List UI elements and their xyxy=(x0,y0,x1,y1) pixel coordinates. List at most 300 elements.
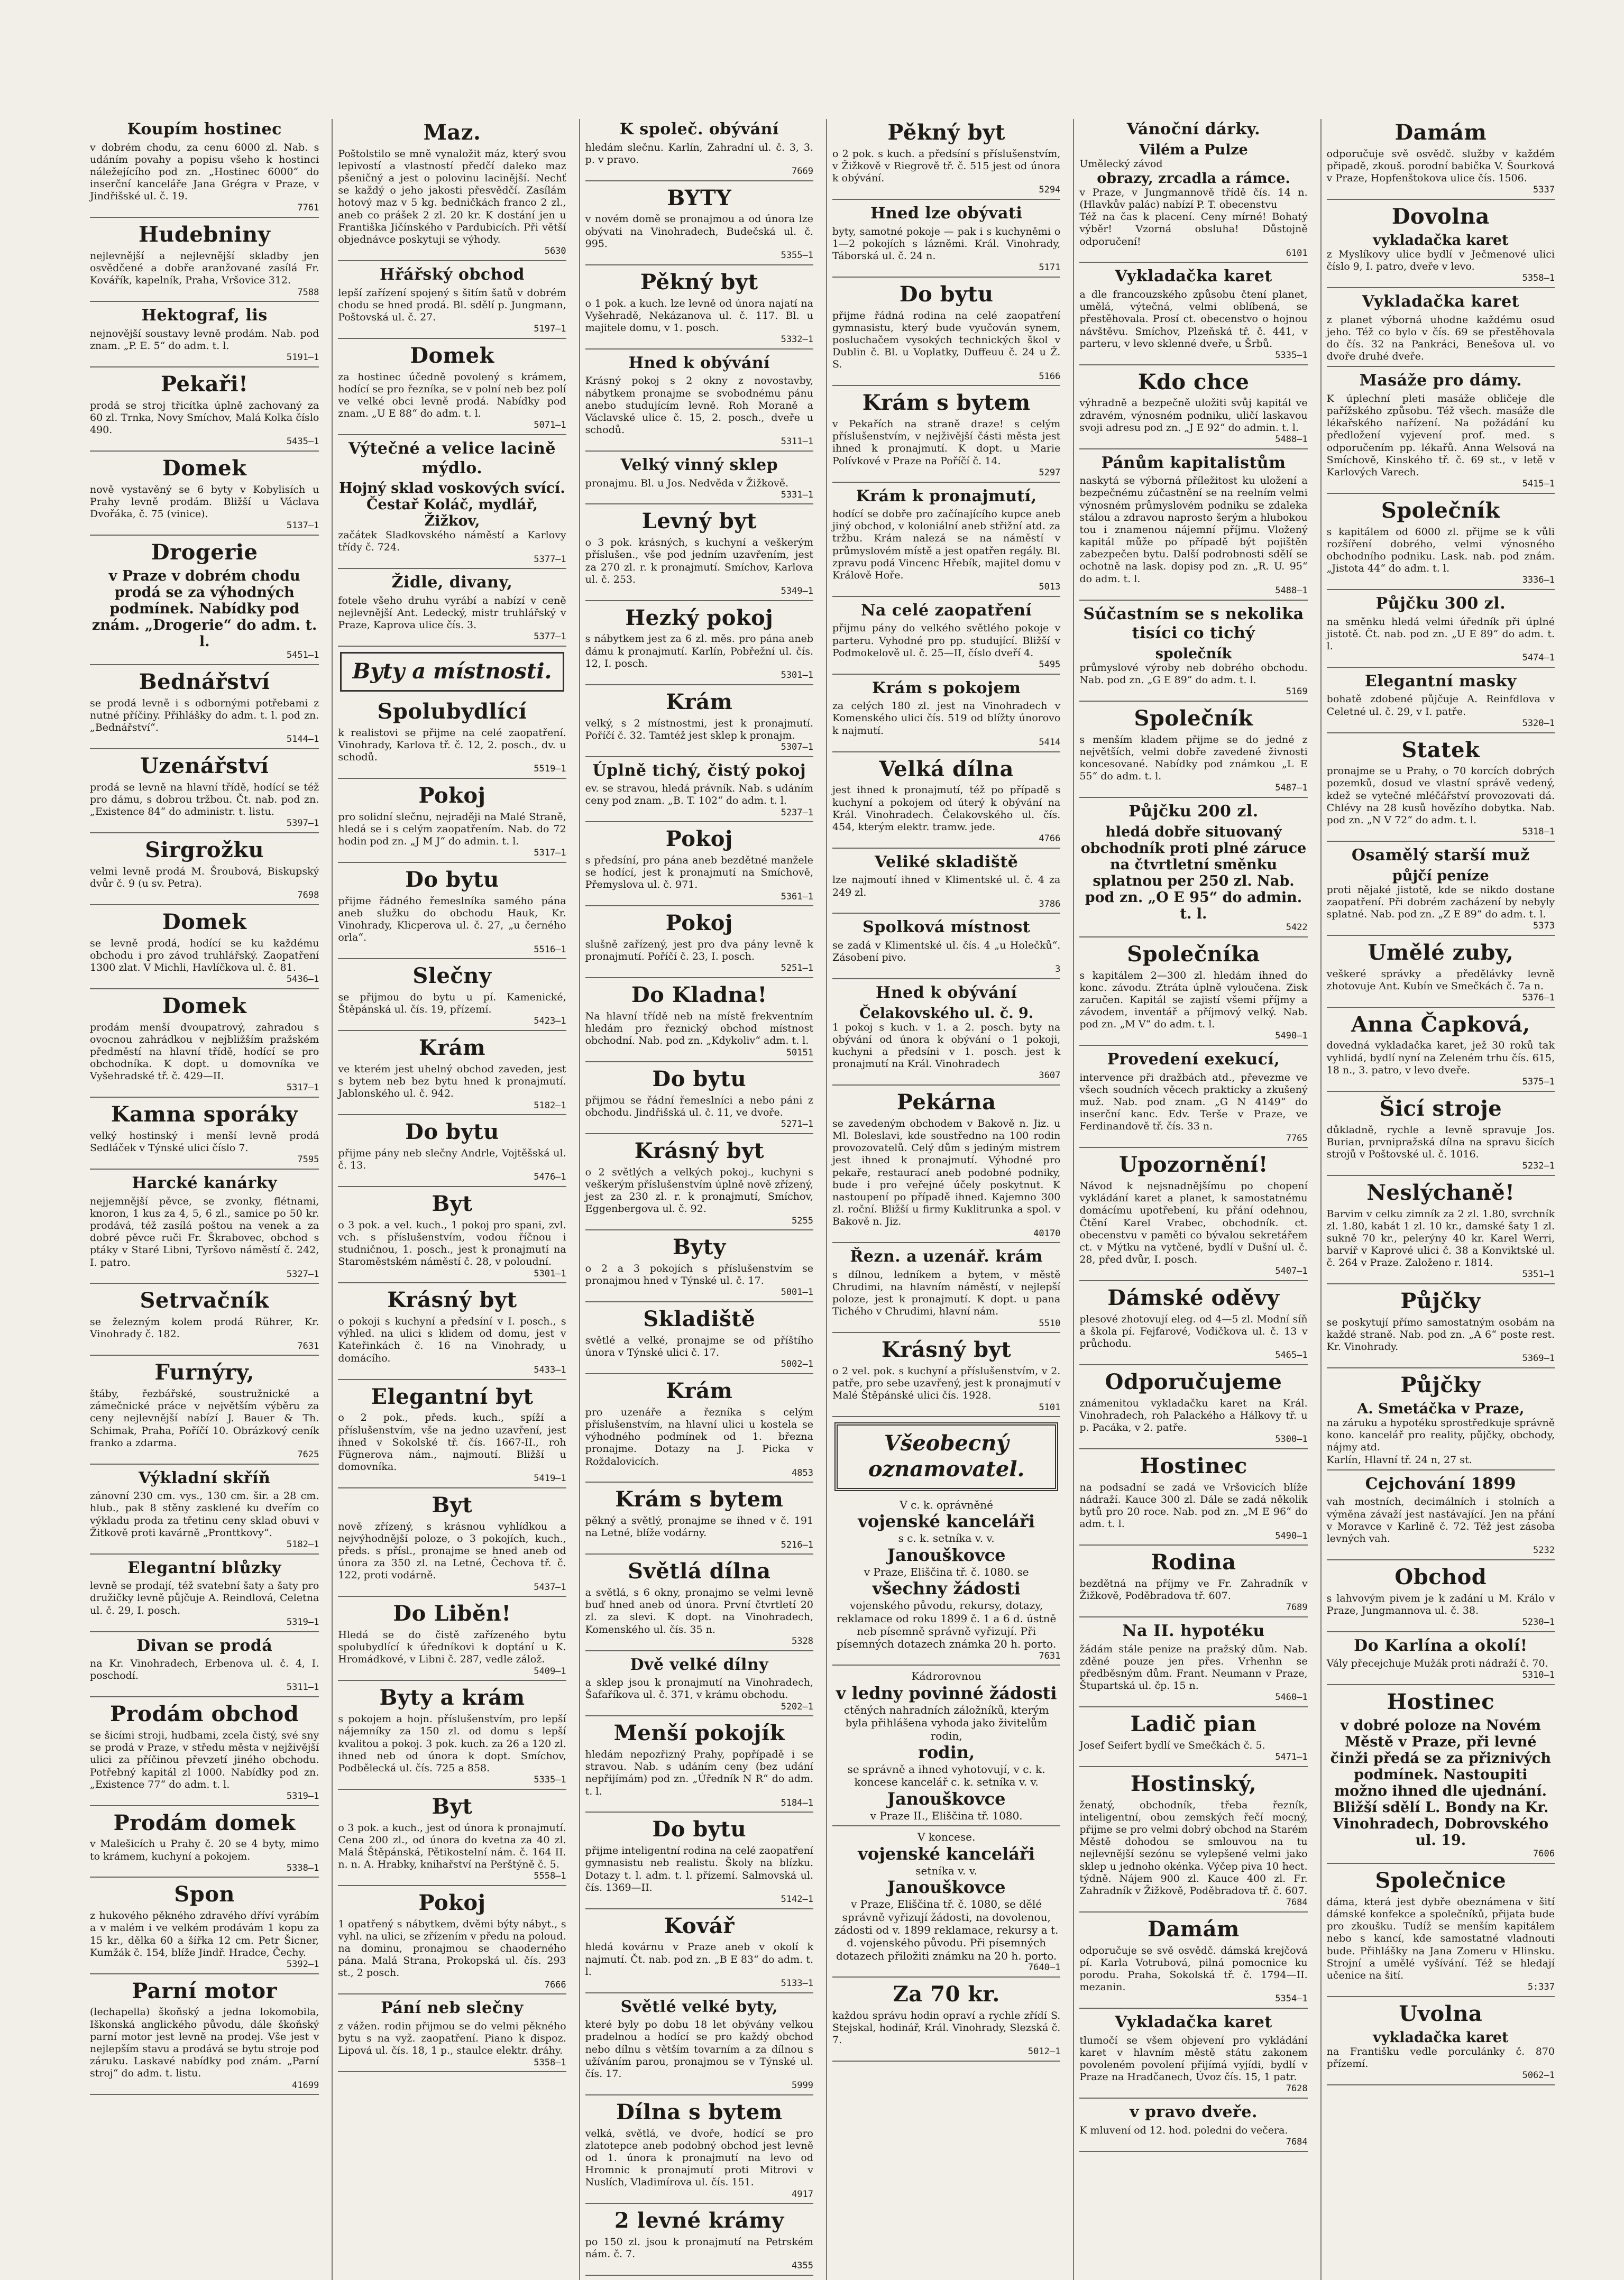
ad-text: nově vystavěný se 6 byty v Kobylisích u Prahy levně prodám. Bližší u Václava Dvořáka, č. 75 (vinice). xyxy=(90,483,319,520)
ad-text: hledám slečnu. Karlín, Zahradní ul. č. 3, 3. p. v pravo. xyxy=(585,141,813,166)
classified-ad xyxy=(1079,1917,1307,2009)
classified-ad xyxy=(832,282,1060,386)
ad-title: Na II. hypotéku xyxy=(1122,1622,1265,1641)
ad-title: Uzenářství xyxy=(140,753,269,778)
ad-reference-number: 5516—1 xyxy=(534,944,566,955)
ad-text: se prodá levně i s odbornými potřebami z nutné příčiny. Přihlášky do adm. t. l. pod zn. „Bednářství“. xyxy=(90,697,319,733)
ad-emphasis: Čelakovského ul. č. 9. xyxy=(859,1005,1034,1022)
ad-text: Hledá se do čistě zařízeného bytu spolubydlící k úředníkovi k doptání u K. Hromádkové, v Libni č. 287, vedle zálož. xyxy=(338,1629,566,1666)
ad-text: v dobrém chodu, za cenu 6000 zl. Nab. s udáním povahy a popisu všeho k hostinci náležejícího pod zn. „Hostinec 6000“ do inserční kanceláře Jana Grégra v Praze, v Jindřišské ul. č. 19. xyxy=(90,141,319,203)
ad-text: Krásný pokoj s 2 okny z novostavby, nábytkem pronajme se svobodnému pánu anebo studujícím levně. Roh Moraně a Václavské ulice č. 15, 2. posch., dveře u schodů. xyxy=(585,375,813,436)
classified-ad xyxy=(1327,292,1555,367)
ad-reference-number: 7606 xyxy=(1533,1849,1555,1860)
ad-text: Poštolstilo se mně vynaložit máz, který svou lepivostí a vlastností předčí daleko maz pšeničný a jest o polovinu lacinější. Nechť se každý o jeho jakosti přesvědčí. Zasílám hotový maz v 5 kg. bedničkách franco 2 zl., aneb co prášek 2 zl. 20 kr. K dostání jen u Františka Jičínského v Pardubicích. Při větší objednávce poskytuji se výhody. xyxy=(338,148,566,245)
ad-title: Do Liběn! xyxy=(393,1601,511,1626)
column-4 xyxy=(826,119,1066,2280)
ad-reference-number: 5319—1 xyxy=(286,1616,319,1628)
ad-text: byty, samotné pokoje — pak i s kuchyněmi o 1—2 pokojích s lázněmi. Král. Vinohrady, Táborská ul. č. 24 n. xyxy=(832,225,1061,262)
ad-reference-number: 5:337 xyxy=(1527,1982,1555,1993)
ad-reference-number: 5373 xyxy=(1533,921,1555,932)
ad-reference-number: 7669 xyxy=(792,166,813,177)
ad-text: z Myslíkovy ulice bydlí v Ječmenové ulici číslo 9, I. patro, dveře v levo. xyxy=(1326,248,1555,273)
ad-reference-number: 5510 xyxy=(1039,1318,1061,1329)
ad-reference-number: 4917 xyxy=(792,2189,813,2200)
ad-reference-number: 40170 xyxy=(1033,1228,1061,1239)
classified-ad xyxy=(832,390,1060,482)
ad-text: (lechapella) škoňský a jedna lokomobila, Iškonská anglického původu, dále škoňský parní motor jest levně na prodej. Vše jest v nejlepším stavu a prodává se bytu stroje pod záruku. Laskavé nabídky pod znám. „Parní stroj“ do adm. t. listu. xyxy=(90,2006,319,2080)
ad-text: s dílnou, ledníkem a bytem, v městě Chrudimi, na hlavním náměstí, v nejlepší poloze, jest k pronajmutí. K dopt. u pana Tichého v Chrudimi, hlavní nám. xyxy=(832,1268,1061,1318)
ad-text: Též na čas k placení. Ceny mírné! Bohatý výběr! Vzorná obsluha! Důstojně odporučení! xyxy=(1079,211,1308,247)
ad-title: Židle, divany, xyxy=(391,573,513,592)
ad-text: K mluvení od 12. hod. poledni do večera. xyxy=(1079,2124,1288,2136)
ad-text: jest ihned k pronajmutí, též po případě s kuchyní a pokojem od úterý k obývání na Král. Vinohradech. Čelakovského ul. čís. 454, kterým elektr. tramw. jede. xyxy=(832,784,1061,833)
ad-text: na záruku a hypotéku sprostředkuje správně kono. kancelář pro reality, půjčky, obchody, nájmy atd. xyxy=(1326,1417,1555,1454)
classified-ad xyxy=(338,963,566,1031)
ad-text: zánovní 230 cm. vys., 130 cm. šir. a 28 cm. hlub., pak 8 stěny zasklené ku dveřím co výkladu proda za třetinu ceny sklad obuvi v Žitkově proti kavárně „Pronttkovy“. xyxy=(90,1490,319,1539)
ad-title: Světlá dílna xyxy=(628,1559,771,1584)
ad-reference-number: 5328 xyxy=(792,1635,813,1647)
ad-title: Společník xyxy=(1381,498,1500,523)
classified-ad xyxy=(338,1794,566,1886)
ad-reference-number: 5376—1 xyxy=(1522,992,1555,1003)
ad-reference-number: 5310—1 xyxy=(1522,1670,1555,1681)
ad-title: Cejchování 1899 xyxy=(1365,1474,1517,1493)
classified-ad xyxy=(1327,1689,1555,1864)
ad-reference-number: 5318—1 xyxy=(1522,826,1555,838)
ad-text: o 2 a 3 pokojích s příslušenstvím se pronajmou hned v Týnské ul. č. 17. xyxy=(585,1263,813,1287)
ad-emphasis: vojenské kanceláři xyxy=(858,1511,1035,1532)
ad-title: Hektograf, lis xyxy=(141,306,268,325)
ad-title: BYTY xyxy=(667,185,732,210)
ad-title: Veliké skladiště xyxy=(874,852,1019,871)
ad-text: plesové zhotovují eleg. od 4—5 zl. Modní síň a škola pí. Fejfarové, Vodičkova ul. č. 13 v průchodu. xyxy=(1079,1313,1308,1350)
ad-title: Dovolna xyxy=(1391,204,1490,229)
classified-ad xyxy=(90,1979,319,2095)
section-banner: Všeobecný oznamovatel. xyxy=(834,1422,1058,1491)
ad-text: nově zřízený, s krásnou vyhlídkou a nejvýhodnější poloze, o 3 pokojích, kuch., předs. s přísl., pronajme se hned aneb od února za 350 zl. na Letné, Čechova tř. č. 122, proti vodárně. xyxy=(338,1520,566,1582)
ad-emphasis: v Praze v dobrém chodu prodá se za výhodných podmínek. Nabídky pod znám. „Drogerie“ do adm. t. l. xyxy=(91,567,317,650)
ad-title: Parní motor xyxy=(132,1978,278,2003)
classified-ad xyxy=(90,1288,319,1356)
ad-emphasis: Vilém a Pulze xyxy=(1139,141,1248,158)
ad-reference-number: 5423—1 xyxy=(534,1016,566,1027)
ad-text: nejnovější soustavy levně prodám. Nab. pod znam. „P. E. 5“ do adm. t. l. xyxy=(90,327,319,352)
ad-reference-number: 5232 xyxy=(1533,1545,1555,1556)
classified-ad xyxy=(832,204,1060,278)
ad-reference-number: 5338—1 xyxy=(286,1862,319,1873)
ad-text: s nábytkem jest za 6 zl. měs. pro pána aneb dámu k pronajmutí. Karlín, Pobřežní ul. čís. 12, I. posch. xyxy=(585,633,813,669)
ad-reference-number: 5294 xyxy=(1039,185,1061,196)
ad-emphasis: Janouškovce xyxy=(887,1544,1006,1565)
ad-reference-number: 5476—1 xyxy=(534,1172,566,1183)
ad-reference-number: 5474—1 xyxy=(1522,652,1555,664)
section-banner: Byty a místnosti. xyxy=(340,652,564,692)
ad-title: Šicí stroje xyxy=(1379,1096,1502,1121)
ad-title: Harcké kanárky xyxy=(132,1174,277,1193)
classified-ad xyxy=(585,826,813,906)
ad-title: Pánům kapitalistům xyxy=(1101,453,1286,472)
ad-reference-number: 7631 xyxy=(297,1340,319,1352)
classified-ad xyxy=(585,1235,813,1302)
ad-reference-number: 5415—1 xyxy=(1522,479,1555,490)
ad-reference-number: 5397—1 xyxy=(286,818,319,829)
ad-reference-number: 5327—1 xyxy=(286,1268,319,1280)
ad-title: Hřářský obchod xyxy=(379,265,525,284)
ad-reference-number: 5355—1 xyxy=(781,250,813,261)
ad-text: průmyslové výroby neb dobrého obchodu. Nab. pod zn. „G E 89“ do adm. t. l. xyxy=(1079,661,1308,686)
ad-title: Hostinec xyxy=(1140,1454,1247,1479)
ad-text: velký, s 2 místnostmi, jest k pronajmutí. Poříčí č. 32. Tamtéž jest sklep k pronajm. xyxy=(585,717,813,741)
classified-ad xyxy=(585,605,813,685)
classified-ad xyxy=(585,456,813,505)
classified-ad xyxy=(585,982,813,1062)
ad-reference-number: 5230—1 xyxy=(1522,1616,1555,1628)
ad-reference-number: 7625 xyxy=(297,1449,319,1460)
ad-text: které byly po dobu 18 let obývány velkou pradelnou a hodící se pro každý obchod nebo dílnu s větším tovarním a za dílnou s užíváním parou, pronajmou se v Týnské ul. čís. 17. xyxy=(585,2019,813,2080)
ad-title: Hezký pokoj xyxy=(625,605,774,630)
classified-ad xyxy=(585,120,813,181)
ad-reference-number: 3 xyxy=(1055,964,1061,975)
ad-text: V c. k. oprávněné xyxy=(900,1498,993,1511)
ad-text: v novém domě se pronajmou a od února lze obývati na Vinohradech, Budečská ul. č. 995. xyxy=(585,213,813,250)
ad-title: Do bytu xyxy=(405,867,499,893)
ad-title: Obchod xyxy=(1394,1564,1487,1589)
ad-reference-number: 50151 xyxy=(786,1047,813,1058)
ad-reference-number: 5437—1 xyxy=(534,1582,566,1593)
classified-ad xyxy=(832,487,1060,597)
ad-text: z planet výborná uhodne každému osud jeho. Též co bylo v čís. 69 se přestěhovala do čís. 32 na Pankráci, Benešova ul. vo dvoře druhé dveře. xyxy=(1326,314,1555,363)
ad-title: Byt xyxy=(432,1794,473,1819)
classified-ad xyxy=(1079,120,1307,263)
ad-reference-number: 5392—1 xyxy=(286,1959,319,1970)
ad-title: Domek xyxy=(410,343,494,368)
ad-text: o 3 pok. krásných, s kuchyní a veškerým příslušen., vše pod jedním uzavřením, jest za 270 zl. r. k pronajmutí. Smíchov, Karlova ul. č. 253. xyxy=(585,537,813,585)
classified-ad xyxy=(90,222,319,302)
classified-ad xyxy=(1327,204,1555,288)
ad-text: prodám menší dvoupatrový, zahradou s ovocnou zahrádkou v nejbližším pražském předměstí na hlavní třídě, hodící se pro obchodníka. K dopt. u domovníka ve Vyšehradské tř. č. 429—II. xyxy=(90,1021,319,1082)
ad-title: Pání neb slečny xyxy=(381,1999,524,2018)
ad-title: Byt xyxy=(432,1492,473,1518)
ad-text: ev. se stravou, hledá právník. Nab. s udáním ceny pod znam. „B. T. 102“ do adm. t. l. xyxy=(585,783,813,807)
classified-ad xyxy=(90,1469,319,1555)
ad-text: žádám stále penize na pražský dům. Nab. zděné pouze jen přes. Vrhenhn se předběsným dům. Frant. Neumann v Praze, Štupartská ul. čp. 15 n. xyxy=(1079,1643,1308,1692)
ad-reference-number: 5137—1 xyxy=(286,520,319,531)
ad-title: Kdo chce xyxy=(1137,369,1250,394)
ad-text: lze najmoutí ihned v Klimentské ul. č. 4 za 249 zl. xyxy=(832,874,1061,898)
classified-ad xyxy=(90,540,319,665)
ad-reference-number: 5377—1 xyxy=(534,554,566,565)
classified-ad xyxy=(1327,1180,1555,1284)
ad-reference-number: 5377—1 xyxy=(534,631,566,642)
ad-title: Damám xyxy=(1394,120,1487,145)
ad-title: 2 levné krámy xyxy=(614,2208,784,2233)
ad-reference-number: 3336—1 xyxy=(1522,575,1555,586)
ad-title: Koupím hostinec xyxy=(127,120,282,139)
ad-text: přijme řádného řemeslníka samého pána aneb služku do obchodu Hauk, Kr. Vinohrady, Klicperova ul. č. 27, „u černého orla“. xyxy=(338,895,566,944)
classified-ad xyxy=(338,1191,566,1283)
classified-ad xyxy=(1079,1771,1307,1913)
classified-ad xyxy=(832,853,1060,914)
ad-text: se zavedeným obchodem v Bakově n. Jiz. u Ml. Boleslavi, kde soustředno na 100 rodin provozovatelů. Celý dům s jediným mistrem jest ihned k pronajmutí. Výhodné pro pekaře, restaurací aneb podobné podniky, bude i pro veřejné účely poskytnut. K nastoupení po případě ihned. Kajemno 300 zl. roční. Bližší u firmy Kuklitrunka a spol. v Bakově n. Jiz. xyxy=(832,1117,1061,1228)
ad-reference-number: 5184—1 xyxy=(781,1797,813,1808)
classified-ad xyxy=(585,1998,813,2095)
ad-title: Krám xyxy=(666,689,733,714)
ad-reference-number: 5101 xyxy=(1039,1402,1061,1413)
classified-ad xyxy=(1079,942,1307,1046)
ad-title: Hned k obývání xyxy=(875,983,1017,1003)
ad-text: velký hostinský i menší levně prodá Sedláček v Týnské ulici číslo 7. xyxy=(90,1129,319,1154)
ad-text: důkladně, rychle a levně spravuje Jos. Burian, prvnipražská dílna na spravu šicích strojů v Poštovské ul. č. 1016. xyxy=(1326,1124,1555,1160)
ad-text: každou správu hodin opraví a rychle zřídí S. Stejskal, hodinář, Král. Vinohrady, Slezská č. 7. xyxy=(832,2009,1061,2046)
ad-text: výhradně a bezpečně uložiti svůj kapitál ve zdravém, výnosném podniku, uličí laskavou svoji adresu pod zn. „J E 92“ do admin. t. l. xyxy=(1079,397,1308,434)
ad-reference-number: 5002—1 xyxy=(781,1359,813,1370)
classified-ad xyxy=(338,867,566,959)
ad-text: nejjemnější pěvce, se zvonky, flétnami, knoron, 1 kus za 4, 5, 6 zl., samice po 50 kr. prodává, též zasílá poštou na venek a za dobré pěvce ruči Fr. Škrabovec, obchod s ptáky v Staré Libni, Tyršovo náměstí č. 242, I. patro. xyxy=(90,1195,319,1268)
ad-text: dáma, která jest dybře obeznámena v šití dámské konfekce a společníků, přijata bude pro zkoušku. Tudíž se menším kapitálem nebo s kancí, kde samostatné vladnouti bude. Přihlášky na Jana Zomeru v Hlinsku. Strojní a umělé vyšívání. Též se hledají učenice na šití. xyxy=(1326,1896,1555,1981)
ad-reference-number: 5435—1 xyxy=(286,436,319,447)
ad-title: Spon xyxy=(174,1882,235,1907)
ad-reference-number: 5495 xyxy=(1039,659,1061,670)
newspaper-page xyxy=(85,119,1560,2272)
ad-reference-number: 5422 xyxy=(1286,922,1308,933)
ad-text: V koncese. xyxy=(917,1831,976,1844)
ad-text: tlumočí se všem objevení pro vykládání karet v hlavním městě státu zakonem povoleném povolení přijímá vyjídi, bydlí v Praze na Hradčanech, Úvoz čís. 15, 1 patr. xyxy=(1079,2034,1308,2083)
ad-reference-number: 5490—1 xyxy=(1275,1530,1308,1541)
classified-ad xyxy=(1079,802,1307,937)
classified-ad xyxy=(832,757,1060,849)
ad-reference-number: 7761 xyxy=(297,203,319,214)
ad-reference-number: 5251—1 xyxy=(781,963,813,974)
ad-text: s pokojem a hojn. příslušenstvím, pro lepší nájemníky za 150 zl. od domu s lepší kvalitou a pokoj. 3 pok. kuch. za 26 a 120 zl. ihned neb od února k dopt. Smíchov, Podbělecká ul. čís. 725 a 858. xyxy=(338,1713,566,1774)
ad-text: na Kr. Vinohradech, Erbenova ul. č. 4, I. poschodí. xyxy=(90,1658,319,1682)
ad-text: z vážen. rodin přijmou se do velmi pěkného bytu s na vyž. zaopatření. Piano k dispoz. Lipová ul. čís. 18, 1 p., staulce elektr. dráhy. xyxy=(338,2020,566,2057)
ad-text: v Praze, v Jungmannově třídě čís. 14 n. (Hlavkův palác) nabízí P. T. obecenstvu xyxy=(1079,186,1308,211)
ad-text: přijme inteligentní rodina na celé zaopatření gymnasistu neb realistu. Školy na blízku. Dotazy t. l. adm. t. l. přízemí. Salmovská ul. čís. 1369—II. xyxy=(585,1845,813,1893)
ad-text: v Praze, Eliščina tř. č. 1080, se dělé správně vyřizují žádosti, na dovolenou, zádosti od v. 1899 reklamace, rekursy a t. d. vojenského původu. Při písemných dotazech přiložiti známku na 20 h. porto. xyxy=(834,1898,1059,1962)
ad-title: Řezn. a uzenář. krám xyxy=(850,1247,1043,1266)
classified-ad xyxy=(1079,2013,1307,2099)
ad-emphasis: v ledny povinné žádosti xyxy=(836,1683,1057,1703)
ad-text: hledám nepozřizný Prahy, popřípadě i se stravou. Nab. s udáním ceny (bez udání nepřijímám) pod zn. „Úředník N R“ do adm. t. l. xyxy=(585,1749,813,1797)
ad-reference-number: 41699 xyxy=(292,2080,319,2091)
ad-title: Elegantní blůzky xyxy=(127,1558,281,1577)
classified-ad xyxy=(585,1307,813,1374)
ad-reference-number: 5320—1 xyxy=(1522,718,1555,729)
ad-text: bohatě zdobené půjčuje A. Reinfdlova v Celetné ul. č. 29, v I. patře. xyxy=(1326,693,1555,718)
column-5 xyxy=(1073,119,1313,2280)
classified-ad xyxy=(832,679,1060,752)
ad-title: Světlé velké byty, xyxy=(620,1997,778,2016)
ad-text: s menším kladem přijme se do jedné z největších, velmi dobře zavedené živnosti koncesované. Nabídky pod známkou „L E 55“ do adm. t. l. xyxy=(1079,733,1308,783)
ad-text: přijme řádná rodina na celé zaopatření gymnasistu, který bude vyučován synem, posluchačem vysokých technických škol v Dublin č. Bl. u Voplatky, Duffeuu č. 24 u Ž. S. xyxy=(832,309,1061,371)
column-1 xyxy=(85,119,324,2280)
ad-title: Divan se prodá xyxy=(136,1636,273,1655)
ad-reference-number: 5375—1 xyxy=(1522,1076,1555,1087)
ad-text: se zadá v Klimentské ul. čís. 4 „u Holečků“. Zásobení pivo. xyxy=(832,940,1061,964)
ad-text: fotele všeho druhu vyrábí a nabízí v ceně nejlevnější Ant. Ledecký, mistr truhlářský v Praze, Kaprova ulice čís. 3. xyxy=(338,594,566,631)
ad-title: Krám s bytem xyxy=(615,1487,784,1512)
ad-title: Velký vinný sklep xyxy=(620,455,778,474)
ad-reference-number: 5307—1 xyxy=(781,741,813,752)
ad-reference-number: 5182—1 xyxy=(534,1100,566,1111)
ad-text: lepší zařízení spojený s šitím šatů v dobrém chodu se hned prodá. Bl. sdělí p. Jungmann, Poštovská ul. č. 27. xyxy=(338,287,566,323)
ad-title: Do bytu xyxy=(405,1119,499,1145)
classified-ad xyxy=(338,1685,566,1789)
classified-ad xyxy=(585,1487,813,1555)
ad-text: a sklep jsou k pronajmutí na Vinohradech, Šafaříkova ul. č. 371, v krámu obchodu. xyxy=(585,1677,813,1701)
classified-ad xyxy=(1327,1637,1555,1686)
ad-title: Půjčky xyxy=(1400,1289,1481,1314)
ad-reference-number: 5301—1 xyxy=(534,1268,566,1279)
ad-emphasis: společník xyxy=(1155,645,1232,662)
classified-ad xyxy=(585,1559,813,1651)
ad-reference-number: 5300—1 xyxy=(1275,1434,1308,1445)
classified-ad xyxy=(1327,1289,1555,1368)
classified-ad xyxy=(90,1174,319,1284)
ad-text: pěkný a světlý, pronajme se ihned v č. 191 na Letné, blíže vodárny. xyxy=(585,1515,813,1539)
classified-ad xyxy=(338,265,566,339)
ad-reference-number: 5317—1 xyxy=(534,848,566,859)
classified-ad xyxy=(1079,1050,1307,1148)
ad-text: ctěných nahradních záložníků, kterým byla přihlášena vyhoda jako živitelům rodin, xyxy=(843,1703,1049,1742)
ad-reference-number: 5332—1 xyxy=(781,334,813,345)
ad-title: Statek xyxy=(1401,737,1480,762)
classified-ad xyxy=(832,1982,1060,2062)
classified-ad xyxy=(1327,940,1555,1008)
ad-text: ve kterém jest uhelný obchod zaveden, jest s bytem neb bez bytu hned k pronajmutí. Jablonského ul. č. 942. xyxy=(338,1063,566,1100)
ad-reference-number: 5216—1 xyxy=(781,1539,813,1550)
ad-title: Dámské oděvy xyxy=(1107,1285,1280,1311)
ad-text: a dle francouzského způsobu čtení planet, umělá, výtečná, velmi oblíbená, se přestěhovala. Prosí ct. obecenstvo o hojnou návštěvu. Smíchov, Plzeňská tř. č. 441, v parteru, v levo sklenné dveře, u Šrbů. xyxy=(1079,289,1308,350)
ad-reference-number: 5237—1 xyxy=(781,807,813,818)
ad-emphasis: všechny žádosti xyxy=(872,1578,1021,1599)
ad-reference-number: 7698 xyxy=(297,890,319,900)
ad-text: z hukového pěkného zdravého dříví vyrábím a v malém i ve velkém prodávám 1 kopu za 15 kr., dělka 60 a šířka 12 cm. Petr Šicner, Kumžák č. 154, blíže Jindř. Hradce, Čechy. xyxy=(90,1910,319,1959)
ad-reference-number: 5369—1 xyxy=(1522,1353,1555,1364)
ad-text: se levně prodá, hodící se ku každému obchodu i pro závod truhlářský. Zaopatření 1300 zlat. V Michli, Havlíčkova ul. č. 81. xyxy=(90,937,319,973)
ad-title: Krám xyxy=(666,1378,733,1404)
ad-title: Domek xyxy=(162,455,247,481)
ad-title: Vykladačka karet xyxy=(1362,292,1520,311)
ad-text: světlé a velké, pronajme se od příštího února v Týnské ulici č. 17. xyxy=(585,1335,813,1359)
classified-ad xyxy=(338,439,566,569)
classified-ad xyxy=(90,838,319,905)
ad-title: Pekaři! xyxy=(160,371,249,397)
ad-text: se šicími stroji, hudbami, zcela čistý, své sny se prodá v Praze, v středu města v nejživější ulici za příčinou převzetí jiného obchodu. Potřebný kapitál zl 1000. Nabídky pod zn. „Existence 77“ do adm. t. l. xyxy=(90,1730,319,1790)
classified-ad xyxy=(1327,371,1555,494)
classified-ad xyxy=(1079,267,1307,365)
classified-ad xyxy=(585,689,813,757)
ad-text: známenitou vykladačku karet na Král. Vinohradech, roh Palackého a Hálkovy tř. u p. Pacáka, v 2. patře. xyxy=(1079,1397,1308,1434)
ad-text: Barvim v celku zimník za 2 zl. 1.80, svrchník zl. 1.80, kabát 1 zl. 10 kr., damské šaty 1 zl. sukně 70 kr., pelerýny 40 kr. Karel Werri, barvíř v Kaprové ulici č. 38 a Konviktské ul. č. 264 v Praze. Založeno r. 1814. xyxy=(1326,1208,1555,1269)
classified-ad xyxy=(1079,2103,1307,2152)
classified-ad xyxy=(832,1670,1060,1826)
ad-text: na podsadní se zadá ve Vršovicích blíže nádraží. Kauce 300 zl. Dále se zadá několik bytů pro 20 roce. Nab. pod zn. „M E 96“ do adm. t. l. xyxy=(1079,1481,1308,1530)
ad-title: Byty xyxy=(672,1235,726,1260)
ad-reference-number: 5171 xyxy=(1039,262,1061,273)
ad-text: velmi levně prodá M. Šroubová, Biskupský dvůr č. 9 (u sv. Petra). xyxy=(90,865,319,889)
ad-text: intervence při dražbách atd., převezme ve všech soudních věcech prakticky a zkušený muž. Nab. pod znam. „G N 4149“ do inserční kanc. Edv. Terše v Praze, ve Ferdinandově tř. čís. 33 n. xyxy=(1079,1071,1308,1133)
classified-ad xyxy=(1079,454,1307,601)
ad-reference-number: 5407—1 xyxy=(1275,1266,1308,1277)
classified-ad xyxy=(90,753,319,833)
ad-title: Hostinský, xyxy=(1130,1771,1257,1796)
ad-reference-number: 6101 xyxy=(1286,247,1308,259)
ad-title: Odporučujeme xyxy=(1105,1369,1282,1395)
ad-emphasis: vykladačka karet xyxy=(1373,2029,1509,2046)
ad-text: o 3 pok. a kuch., jest od února k pronajmutí. Cena 200 zl., od února do kvetna za 40 zl. Malá Štěpánská, Pětikostelní nám. č. 164 II. n. n. A. Hrabky, knihařství na Perštýně č. 5. xyxy=(338,1822,566,1871)
ad-title: Domek xyxy=(162,909,247,934)
ad-text: odporučuje se svě osvědč. dámská krejčová pí. Karla Votrubová, pilná pomocnice ku porodu. Praha, Sokolská tř. č. 1794—II. mezanin. xyxy=(1079,1944,1308,1993)
classified-ad xyxy=(1327,672,1555,733)
ad-text: ženatý, obchodník, třeba řezník, inteligentní, obou zemských řečí mocný, přijme se pro velmi dobrý obchod na Starém Městě dohodou se smlouvou na tu nejlevnější sezónu se vylepšené velmi jako sklep u jednoho okénka. Výčep piva 10 hect. týdně. Nájem 900 zl. Kauce 400 zl. Fr. Zahradník v Žižkově, Poděbradova tř. č. 607. xyxy=(1079,1799,1308,1897)
ad-reference-number: 5311—1 xyxy=(781,436,813,447)
ad-title: Byty a krám xyxy=(379,1685,525,1711)
ad-reference-number: 5488—1 xyxy=(1275,434,1308,445)
classified-ad xyxy=(1079,1454,1307,1546)
classified-ad xyxy=(585,1914,813,1993)
classified-ad xyxy=(832,1337,1060,1417)
classified-ad xyxy=(338,783,566,863)
ad-title: Půjčky xyxy=(1400,1373,1481,1398)
ad-text: přijmu pány do velkého světlého pokoje v parteru. Vyhodné pro pp. studující. Bližší v Podmokelově ul. č. 25—II, číslo dveří 4. xyxy=(832,622,1061,659)
ad-text: na směnku hledá velmi úředník při úplné jistotě. Čt. nab. pod zn. „U E 89“ do adm. t. l. xyxy=(1326,615,1555,652)
ad-title: Kovář xyxy=(664,1913,735,1938)
classified-ad xyxy=(90,1702,319,1806)
classified-ad xyxy=(585,1817,813,1909)
ad-title: Krám k pronajmutí, xyxy=(856,486,1037,505)
classified-ad xyxy=(1079,1712,1307,1767)
ad-reference-number: 5335—1 xyxy=(1275,350,1308,361)
ad-text: o 2 vel. pok. s kuchyní a příslušenstvím, v 2. patře, pro sebe uzavřený, jest k pronajmutí v Malé Štěpánské ulici čís. 1928. xyxy=(832,1365,1061,1402)
ad-reference-number: 7595 xyxy=(297,1154,319,1165)
classified-ad xyxy=(90,1360,319,1464)
classified-ad xyxy=(832,601,1060,675)
ad-reference-number: 5337 xyxy=(1533,185,1555,196)
ad-title: Velká dílna xyxy=(879,756,1014,782)
ad-reference-number: 7684 xyxy=(1286,2136,1308,2147)
ad-title: Ladič pian xyxy=(1130,1712,1257,1737)
classified-ad xyxy=(90,120,319,218)
ad-emphasis: A. Smetáčka v Praze, xyxy=(1357,1401,1525,1417)
ad-text: se poskytují přímo samostatným osobám na každé straně. Nab. pod zn. „A 6“ poste rest. Kr. Vinohrady. xyxy=(1326,1316,1555,1353)
ad-title: Pokoj xyxy=(665,826,733,852)
ad-emphasis: hledá dobře situovaný obchodník proti plné záruce na čtvrtletní směnku splatnou per 250 zl. Nab. pod zn. „O E 95“ do admin. t. l. xyxy=(1080,823,1307,922)
ad-text: s c. k. setníka v. v. xyxy=(898,1532,995,1545)
ad-emphasis: v dobré poloze na Novém Městě v Praze, při levné činži předá se za přiznivých podmínek. Nastoupiti možno ihned dle ujednání. Bližší sdělí L. Bondy na Kr. Vinohradech, Dobrovského ul. 19. xyxy=(1330,1717,1552,1849)
ad-text: k realistovi se přijme na celé zaopatření. Vinohrady, Karlova tř. č. 12, 2. posch., dv. u schodů. xyxy=(338,727,566,764)
ad-title: Uvolna xyxy=(1399,2001,1483,2026)
ad-reference-number: 5433—1 xyxy=(534,1364,566,1375)
ad-text: s kapitálem 2—300 zl. hledám ihned do konc. závodu. Ztráta úplně vyloučena. Zisk zaručen. Kapitál se zajistí všemi příjmy a závodem, inventář a příjmový velký. Nab. pod zn. „M V“ do adm. t. l. xyxy=(1079,969,1308,1031)
classified-ad xyxy=(585,186,813,265)
classified-ad xyxy=(1079,1152,1307,1281)
ad-text: po 150 zl. jsou k pronajmutí na Petrském nám. č. 7. xyxy=(585,2236,813,2260)
classified-ad xyxy=(585,911,813,978)
ad-text: se přijmou do bytu u pí. Kamenické, Štěpánská ul. čís. 19, přízemí. xyxy=(338,991,566,1016)
classified-ad xyxy=(338,1890,566,1994)
ad-title: Vykladačka karet xyxy=(1115,2013,1272,2032)
classified-ad xyxy=(90,669,319,749)
ad-text: Umělecký závod xyxy=(1079,158,1163,170)
ad-reference-number: 3607 xyxy=(1039,1070,1061,1081)
classified-ad xyxy=(338,120,566,261)
ad-reference-number: 7588 xyxy=(297,287,319,298)
ad-reference-number: 3786 xyxy=(1039,898,1061,909)
classified-ad xyxy=(1079,1369,1307,1449)
ad-text: velká, světlá, ve dvoře, hodící se pro zlatotepce aneb podobný obchod jest levně od 1. února k pronajmutí na levo od Hromnic k pronajmutí proti Mitrovi v Nuslích, Vladimírova ul. čís. 151. xyxy=(585,2127,813,2189)
ad-title: Krásný byt xyxy=(634,1138,764,1164)
